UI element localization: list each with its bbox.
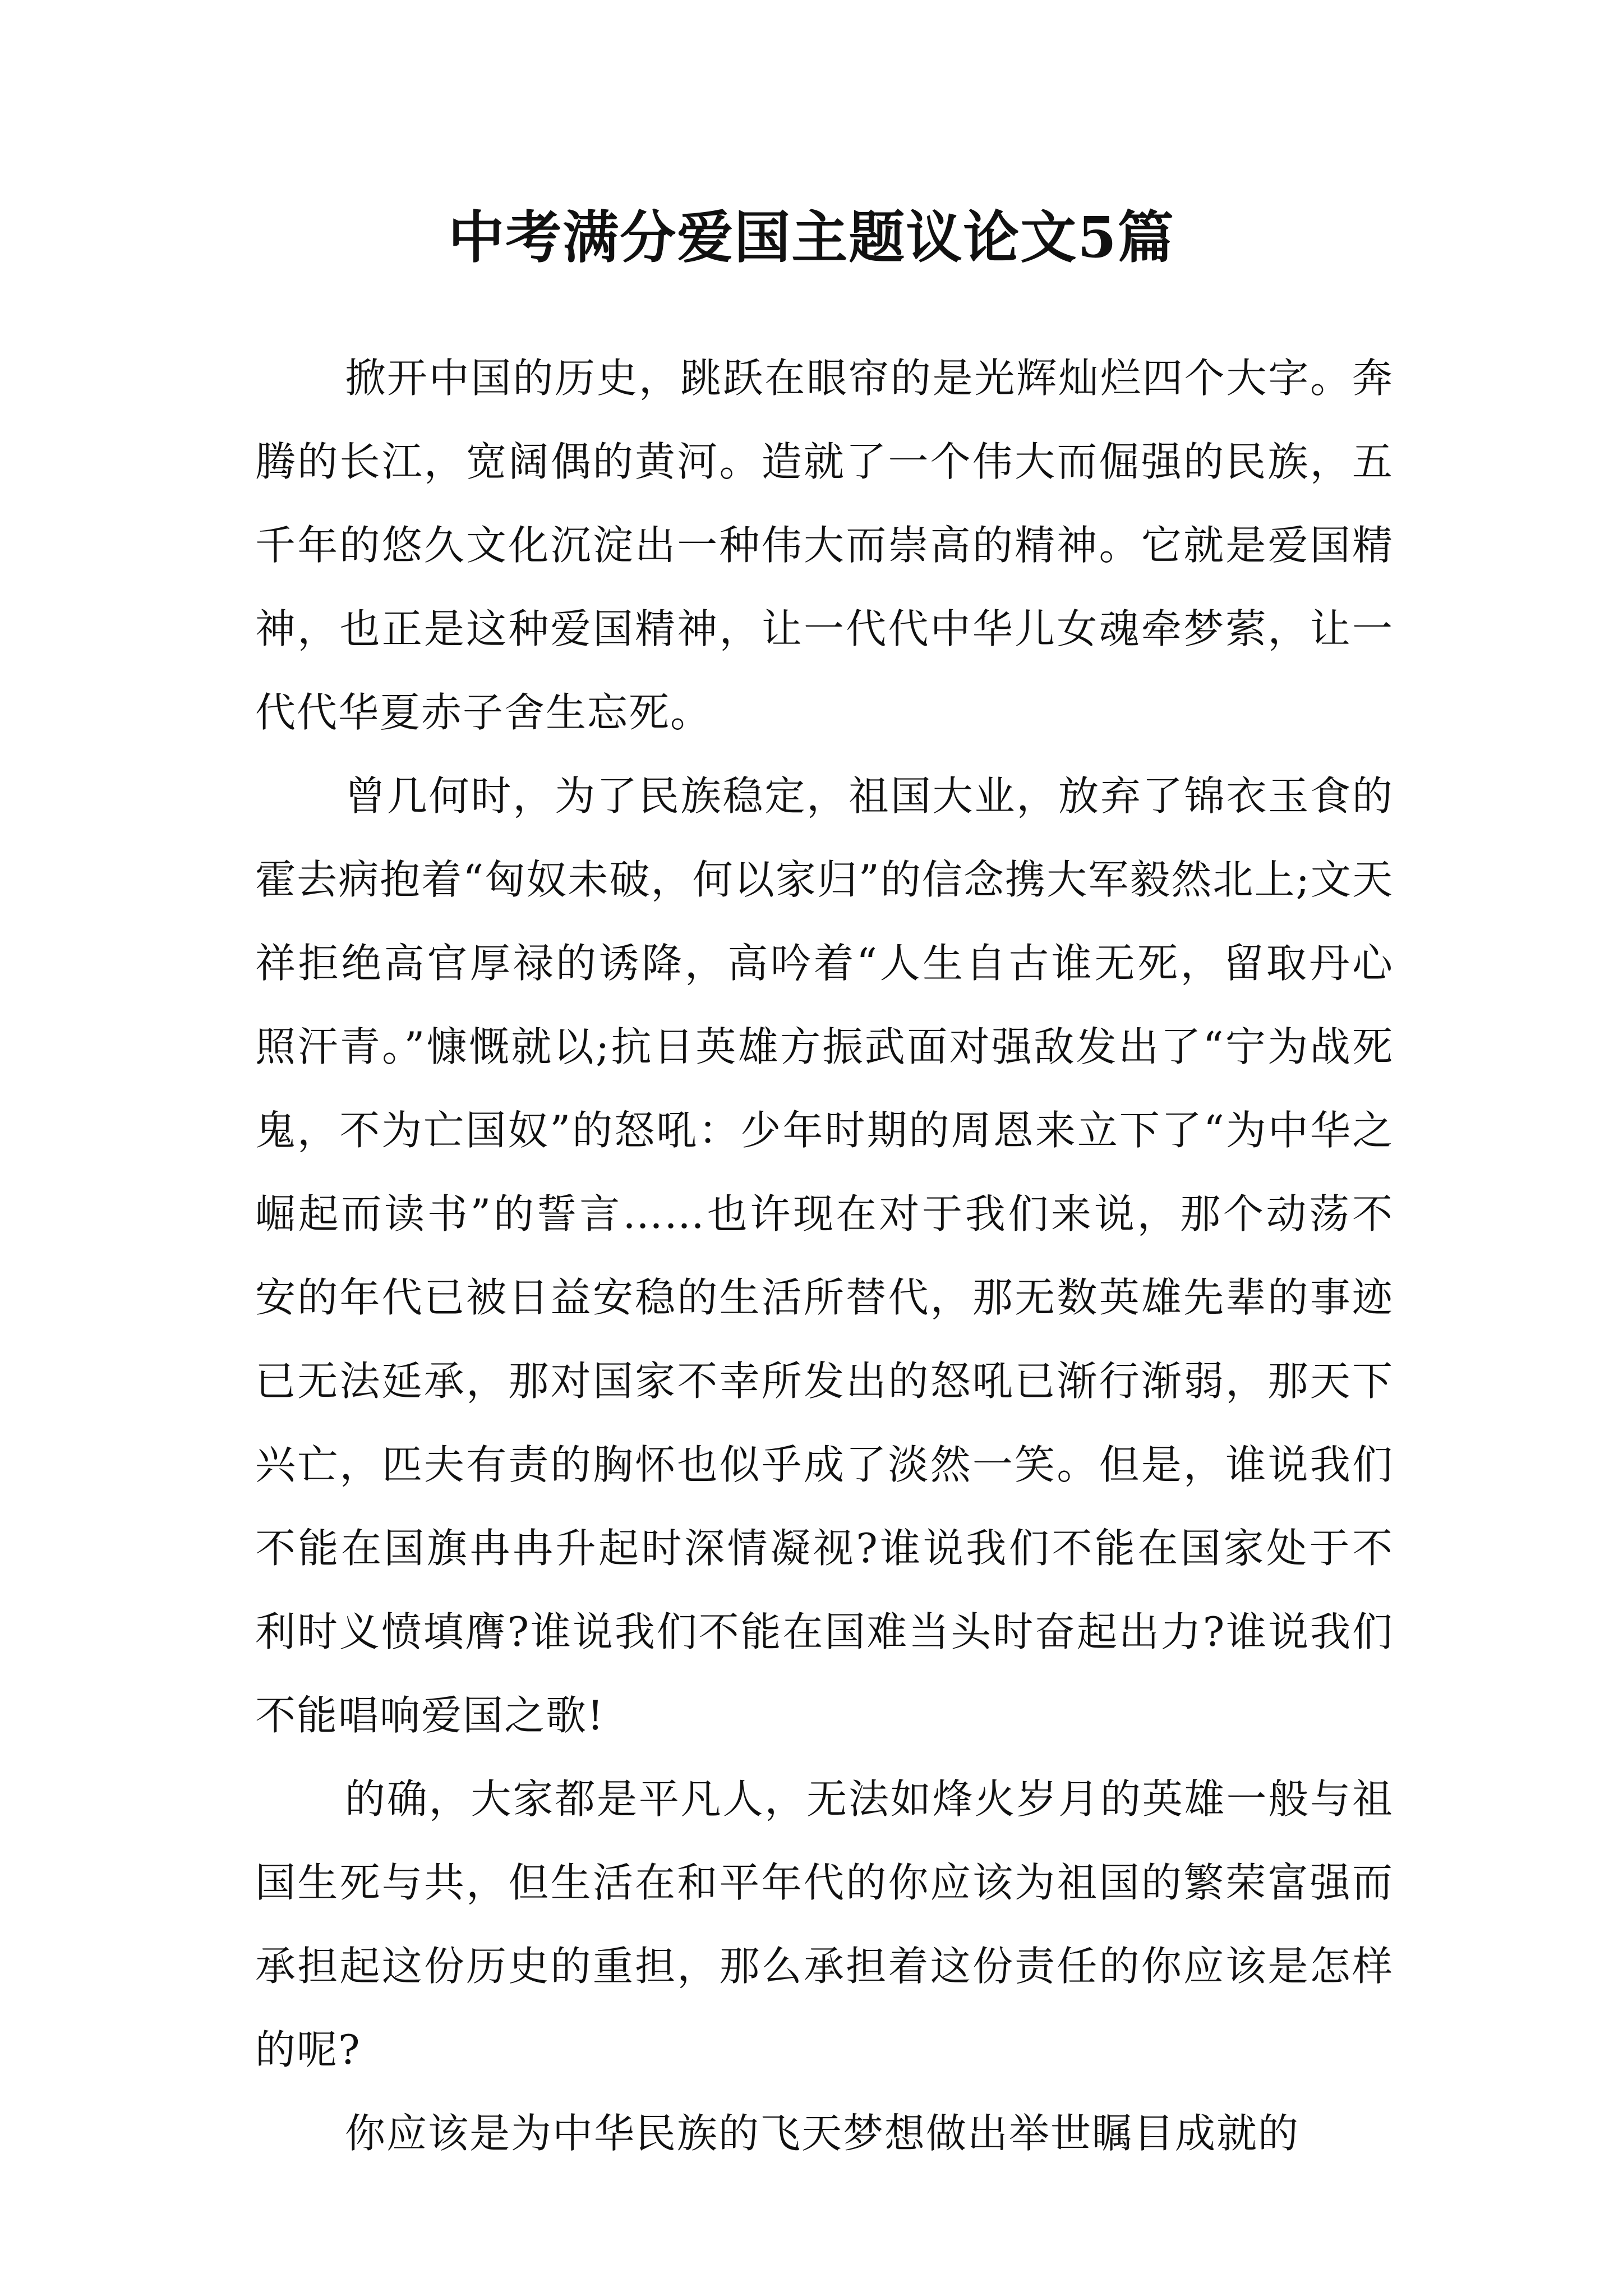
paragraph-1: 掀开中国的历史，跳跃在眼帘的是光辉灿烂四个大字。奔腾的长江，宽阔偶的黄河。造就了一个伟大而倔强的民族，五千年的悠久文化沉淀出一种伟大而崇高的精神。它就是爱国精神，也正是这种爱国精神，让一代代中华儿女魂牵梦萦，让一代代华夏赤子舍生忘死。 (255, 355, 1394, 736)
document-title: 中考满分爱国主题议论文5篇 (448, 204, 1175, 270)
paragraph-3: 的确，大家都是平凡人，无法如烽火岁月的英雄一般与祖国生死与共，但生活在和平年代的你应该为祖国的繁荣富强而承担起这份历史的重担，那么承担着这份责任的你应该是怎样的呢? (255, 1775, 1394, 2073)
document-body (255, 337, 1394, 2175)
paragraph-4: 你应该是为中华民族的飞天梦想做出举世瞩目成就的 (345, 2110, 1300, 2157)
paragraph-2: 曾几何时，为了民族稳定，祖国大业，放弃了锦衣玉食的霍去病抱着“匈奴未破，何以家归”的信念携大军毅然北上;文天祥拒绝高官厚禄的诱降，高吟着“人生自古谁无死，留取丹心照汗青。”慷慨就以;抗日英雄方振武面对强敌发出了“宁为战死鬼，不为亡国奴”的怒吼：少年时期的周恩来立下了“为中华之崛起而读书”的誓言……也许现在对于我们来说，那个动荡不安的年代已被日益安稳的生活所替代，那无数英雄先辈的事迹已无法延承，那对国家不幸所发出的怒吼已渐行渐弱，那天下兴亡，匹夫有责的胸怀也似乎成了淡然一笑。但是，谁说我们不能在国旗冉冉升起时深情凝视?谁说我们不能在国家处于不利时义愤填膺?谁说我们不能在国难当头时奋起出力?谁说我们不能唱响爱国之歌! (255, 772, 1394, 1739)
